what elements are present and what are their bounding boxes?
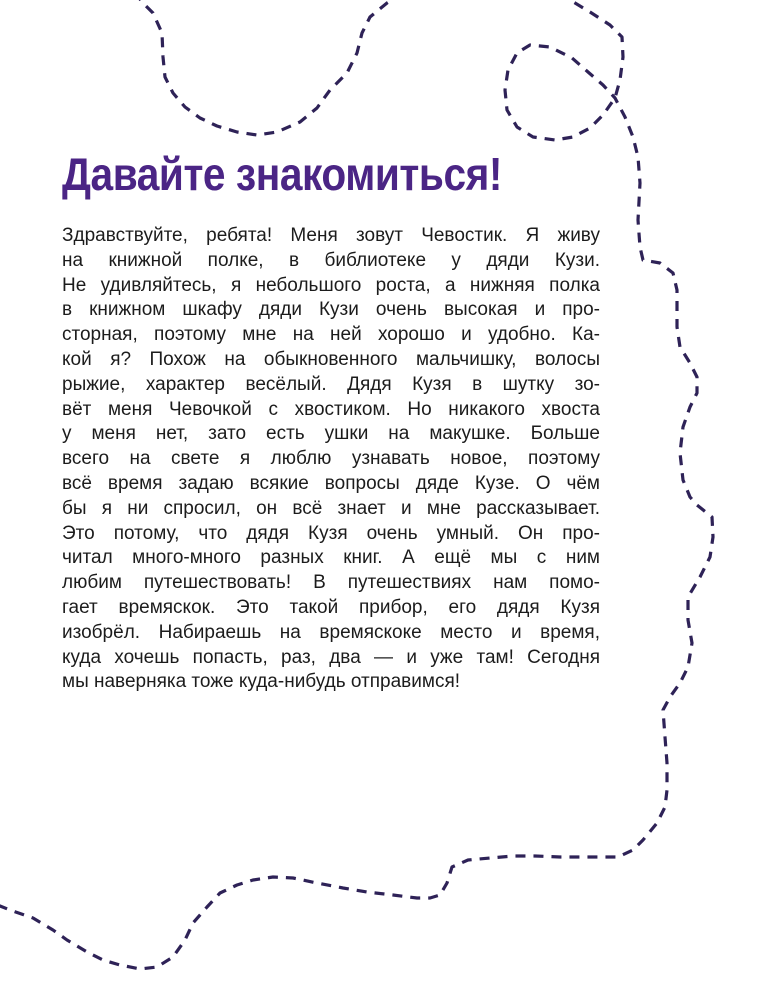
- text-line: бы я ни спросил, он всё знает и мне рассказывает.: [62, 497, 600, 519]
- dashed-curve-top-left: [135, 0, 400, 135]
- text-line: всего на свете я люблю узнавать новое, поэтому: [62, 448, 600, 470]
- text-line: всё время задаю всякие вопросы дяде Кузе. О чём: [62, 472, 600, 494]
- body-paragraph: [62, 224, 600, 695]
- text-line: куда хочешь попасть, раз, два — и уже там! Сегодня: [62, 646, 600, 668]
- text-line: кой я? Похож на обыкновенного мальчишку, волосы: [62, 348, 600, 370]
- text-line: гает времяскок. Это такой прибор, его дядя Кузя: [62, 596, 600, 618]
- text-line: вёт меня Чевочкой с хвостиком. Но никакого хвоста: [62, 398, 600, 420]
- text-line: любим путешествовать! В путешествиях нам помо-: [62, 572, 600, 594]
- text-line: Здравствуйте, ребята! Меня зовут Чевостик. Я живу: [62, 225, 600, 246]
- text-line: на книжной полке, в библиотеке у дяди Кузи.: [62, 249, 600, 271]
- text-line: рыжие, характер весёлый. Дядя Кузя в шутку зо-: [62, 373, 600, 395]
- text-line: Это потому, что дядя Кузя очень умный. Он про-: [62, 522, 600, 544]
- text-line: у меня нет, зато есть ушки на макушке. Больше: [62, 423, 600, 445]
- text-line: изобрёл. Набираешь на времяскоке место и время,: [62, 621, 600, 643]
- page-title: Давайте знакомиться!: [62, 148, 502, 200]
- text-line: читал много-много разных книг. А ещё мы с ним: [62, 547, 600, 569]
- text-line: в книжном шкафу дяди Кузи очень высокая и про-: [62, 299, 600, 321]
- text-line: сторная, поэтому мне на ней хорошо и удобно. Ка-: [62, 324, 600, 346]
- text-line: Не удивляйтесь, я небольшого роста, а нижняя полка: [62, 274, 600, 296]
- text-line: мы наверняка тоже куда-нибудь отправимся!: [62, 671, 461, 693]
